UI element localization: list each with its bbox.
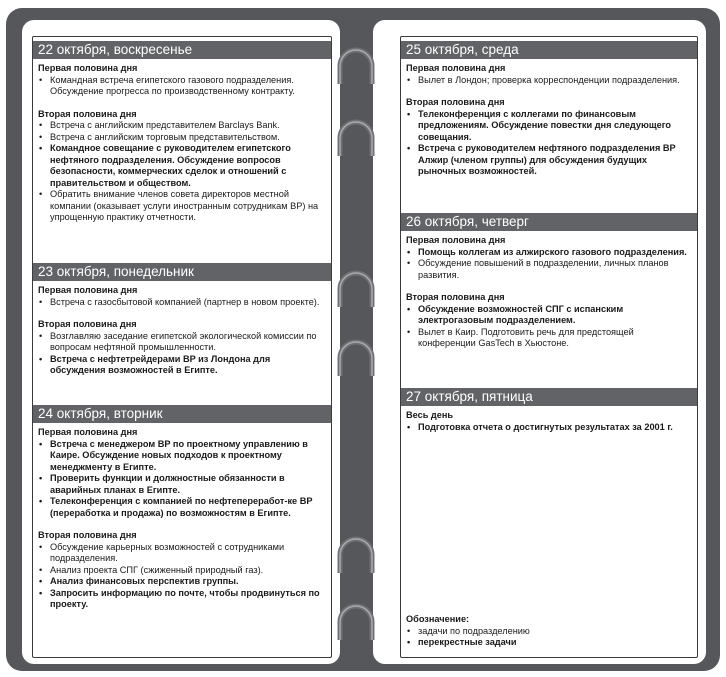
task-text: Проверить функции и должностные обязанности в аварийных планах в Египте. [50,473,285,495]
legend [406,613,691,649]
task-text: Помощь коллегам из алжирского газового подразделения. [418,246,687,257]
task-item [38,297,326,309]
task-list [38,542,326,611]
bullet-icon: • [407,637,411,647]
bullet-icon: • [39,74,43,85]
task-item [38,576,326,588]
day-body [33,423,331,611]
task-text: Подготовка отчета о достигнутых результатах за 2001 г. [418,421,673,432]
period-title: Первая половина дня [38,63,138,73]
task-item [406,327,692,350]
bullet-icon: • [39,296,43,307]
binder-ring-icon [334,269,378,309]
bullet-icon: • [39,353,43,364]
bullet-icon: • [39,120,43,130]
period-title: Вторая половина дня [406,97,505,107]
legend-item: • задачи по подразделению [407,625,530,636]
task-list [406,109,692,178]
task-item [38,588,326,611]
task-text: Вылет в Каир. Подготовить речь для предстоящей конференции GasTech в Хьюстоне. [418,326,634,348]
day-header: 27 октября, пятница [401,388,697,406]
bullet-icon: • [39,587,43,598]
period-title: Первая половина дня [38,427,138,437]
left-page [22,20,340,664]
day-header: 22 октября, воскресенье [33,41,331,59]
binder-ring-icon [334,338,378,378]
task-item [406,258,692,281]
task-text: Телеконференция с коллегами по финансовым предложениям. Обсуждение повестки дня следующего совещания. [418,108,672,142]
task-text: Командное совещание с руководителем египетского нефтяного подразделения. Обсуждение вопросов безопасности, коммерческих сделок и отношений с правительством и обществом. [50,143,291,188]
task-text: Вылет в Лондон; проверка корреспонденции подразделения. [418,74,680,85]
period-block [406,63,692,86]
task-list [38,439,326,520]
task-text: Анализ финансовых перспектив группы. [50,576,239,586]
task-item [38,331,326,354]
left-page-frame [32,36,332,658]
period-title: Весь день [406,410,454,420]
task-text: Обсуждение карьерных возможностей с сотрудниками подразделения. [50,541,285,563]
right-page-frame [400,36,698,658]
legend-title: Обозначение: [406,614,470,624]
bullet-icon: • [407,421,411,432]
period-title: Первая половина дня [406,63,506,73]
task-item [38,496,326,519]
period-block [406,235,692,281]
task-item [38,132,326,144]
period-block [38,109,326,224]
bullet-icon: • [39,541,43,552]
period-block [38,285,326,308]
period-title: Вторая половина дня [38,530,137,540]
right-page [373,20,706,664]
task-text: Обсуждение повышений в подразделении, личных планов развития. [418,258,669,280]
bullet-icon: • [407,625,411,636]
bullet-icon: • [407,74,411,85]
bullet-icon: • [39,496,43,506]
day-body [401,59,697,178]
task-item [38,189,326,224]
bullet-icon: • [407,258,411,268]
day-header: 25 октября, среда [401,41,697,59]
bullet-icon: • [407,326,411,337]
task-item [38,120,326,132]
bullet-icon: • [39,143,43,153]
period-block [406,97,692,178]
task-item [406,422,692,434]
task-text: Встреча с английским торговым представительством. [50,131,280,142]
day-section [33,41,331,224]
bullet-icon: • [407,246,411,257]
bullet-icon: • [407,303,411,314]
day-header: 26 октября, четверг [401,213,697,231]
period-title: Вторая половина дня [406,292,505,302]
task-item [38,439,326,474]
binder-ring-icon [334,118,378,158]
task-list [406,247,692,282]
task-item [38,565,326,577]
legend-list [406,626,691,649]
task-text: Обсуждение возможностей СПГ с испанским электрогазовым подразделением. [418,303,624,325]
task-text: Встреча с английским представителем Barclays Bank. [50,120,280,130]
period-title: Вторая половина дня [38,108,137,119]
period-title: Первая половина дня [38,285,138,295]
bullet-icon: • [39,564,43,575]
task-list [406,304,692,350]
day-body [33,59,331,224]
task-text: Командная встреча египетского газового подразделения. Обсуждение прогресса по производственному контракту. [50,74,295,96]
day-section [33,405,331,611]
period-block [38,427,326,519]
day-header: 24 октября, вторник [33,405,331,423]
task-list [38,120,326,224]
day-section [401,213,697,350]
bullet-icon: • [39,131,43,142]
task-text: Возглавляю заседание египетской экологической комиссии по вопросам нефтяной промышленности. [50,330,317,352]
task-item [406,109,692,144]
period-block [38,63,326,98]
period-title: Первая половина дня [406,235,506,245]
legend-item: • перекрестные задачи [407,637,517,647]
day-header: 23 октября, понедельник [33,263,331,281]
task-item [406,304,692,327]
task-text: Встреча с менеджером BP по проектному управлению в Каире. Обсуждение новых подходов к проектному менеджменту в Египте. [50,438,308,472]
task-list [38,75,326,98]
task-list [406,75,692,87]
day-section [33,263,331,377]
task-list [406,422,692,434]
task-text: Встреча с нефтетрейдерами BP из Лондона для обсуждения возможностей в Египте. [50,353,271,375]
task-item [406,75,692,87]
period-block [38,530,326,611]
task-text: Встреча с газосбытовой компанией (партнер в новом проекте). [50,296,320,307]
bullet-icon: • [39,330,43,341]
period-block [38,319,326,377]
period-block [406,410,692,433]
task-text: Анализ проекта СПГ (сжиженный природный газ). [50,564,264,575]
task-item [38,473,326,496]
task-text: Запросить информацию по почте, чтобы продвинуться по проекту. [50,587,320,609]
task-text: Встреча с руководителем нефтяного подразделения BP Алжир (членом группы) для обсуждения будущих рыночных возможностей. [418,143,676,176]
task-item [38,75,326,98]
task-item [38,143,326,189]
bullet-icon: • [39,473,43,483]
task-list [38,331,326,377]
binder-ring-icon [334,535,378,575]
day-body [401,231,697,350]
task-list [38,297,326,309]
period-block [406,292,692,350]
task-item [38,354,326,377]
bullet-icon: • [407,143,411,153]
bullet-icon: • [39,438,43,449]
day-body [33,281,331,377]
binder-ring-icon [334,602,378,642]
day-section [401,41,697,178]
bullet-icon: • [39,576,43,586]
bullet-icon: • [407,108,411,119]
day-body [401,406,697,433]
task-item [406,247,692,259]
period-title: Вторая половина дня [38,319,137,329]
task-item [406,143,692,178]
binder-ring-icon [334,46,378,86]
task-text: Обратить внимание членов совета директоров местной компании (оказывает услуги иностранным сотрудникам BP) на упрощенную практику отчетности. [50,189,319,222]
task-item [38,542,326,565]
bullet-icon: • [39,189,43,199]
task-text: Телеконференция с компанией по нефтепереработ-ке BP (переработка и продажа) по возможностям в Египте. [50,496,313,518]
day-section [401,388,697,433]
